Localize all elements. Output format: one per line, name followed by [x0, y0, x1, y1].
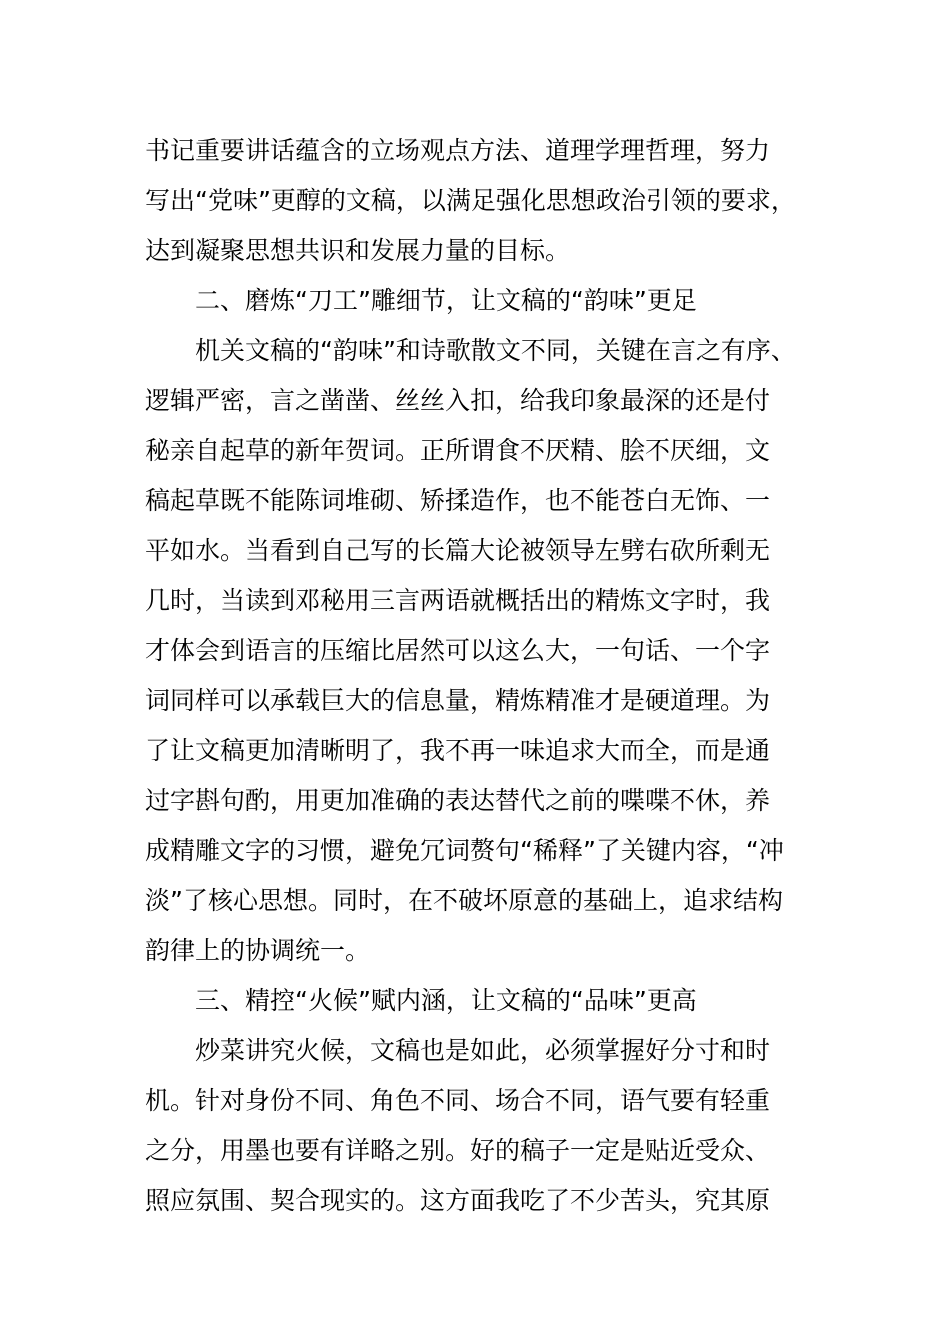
paragraph-start: 炒菜讲究火候，文稿也是如此，必须掌握好分寸和时: [195, 1036, 771, 1065]
section-heading: 三、精控“火候”赋内涵，让文稿的“品味”更高: [195, 986, 697, 1015]
text-line: 达到凝聚思想共识和发展力量的目标。: [145, 236, 571, 265]
text-line: 词同样可以承载巨大的信息量，精炼精准才是硬道理。为: [145, 686, 771, 715]
section-heading: 二、磨炼“刀工”雕细节，让文稿的“韵味”更足: [195, 286, 697, 315]
text-line: 秘亲自起草的新年贺词。正所谓食不厌精、脍不厌细，文: [145, 436, 771, 465]
text-line: 韵律上的协调统一。: [145, 936, 371, 965]
text-line: 逻辑严密，言之凿凿、丝丝入扣，给我印象最深的还是付: [145, 386, 771, 415]
text-line: 写出“党味”更醇的文稿，以满足强化思想政治引领的要求，: [145, 186, 796, 215]
text-line: 书记重要讲话蕴含的立场观点方法、道理学理哲理，努力: [145, 136, 771, 165]
text-line: 机。针对身份不同、角色不同、场合不同，语气要有轻重: [145, 1086, 771, 1115]
text-line: 了让文稿更加清晰明了，我不再一味追求大而全，而是通: [145, 736, 771, 765]
text-line: 过字斟句酌，用更加准确的表达替代之前的喋喋不休，养: [145, 786, 771, 815]
text-line: 之分，用墨也要有详略之别。好的稿子一定是贴近受众、: [145, 1136, 771, 1165]
text-line: 几时，当读到邓秘用三言两语就概括出的精炼文字时，我: [145, 586, 771, 615]
text-line: 才体会到语言的压缩比居然可以这么大，一句话、一个字: [145, 636, 771, 665]
text-line: 稿起草既不能陈词堆砌、矫揉造作，也不能苍白无饰、一: [145, 486, 771, 515]
text-line: 成精雕文字的习惯，避免冗词赘句“稀释”了关键内容，“冲: [145, 836, 784, 865]
paragraph-start: 机关文稿的“韵味”和诗歌散文不同，关键在言之有序、: [195, 336, 796, 365]
body-text: [145, 126, 810, 1226]
text-line: 照应氛围、契合现实的。这方面我吃了不少苦头，究其原: [145, 1186, 771, 1215]
text-line: 淡”了核心思想。同时，在不破坏原意的基础上，追求结构: [145, 886, 783, 915]
text-line: 平如水。当看到自己写的长篇大论被领导左劈右砍所剩无: [145, 536, 771, 565]
